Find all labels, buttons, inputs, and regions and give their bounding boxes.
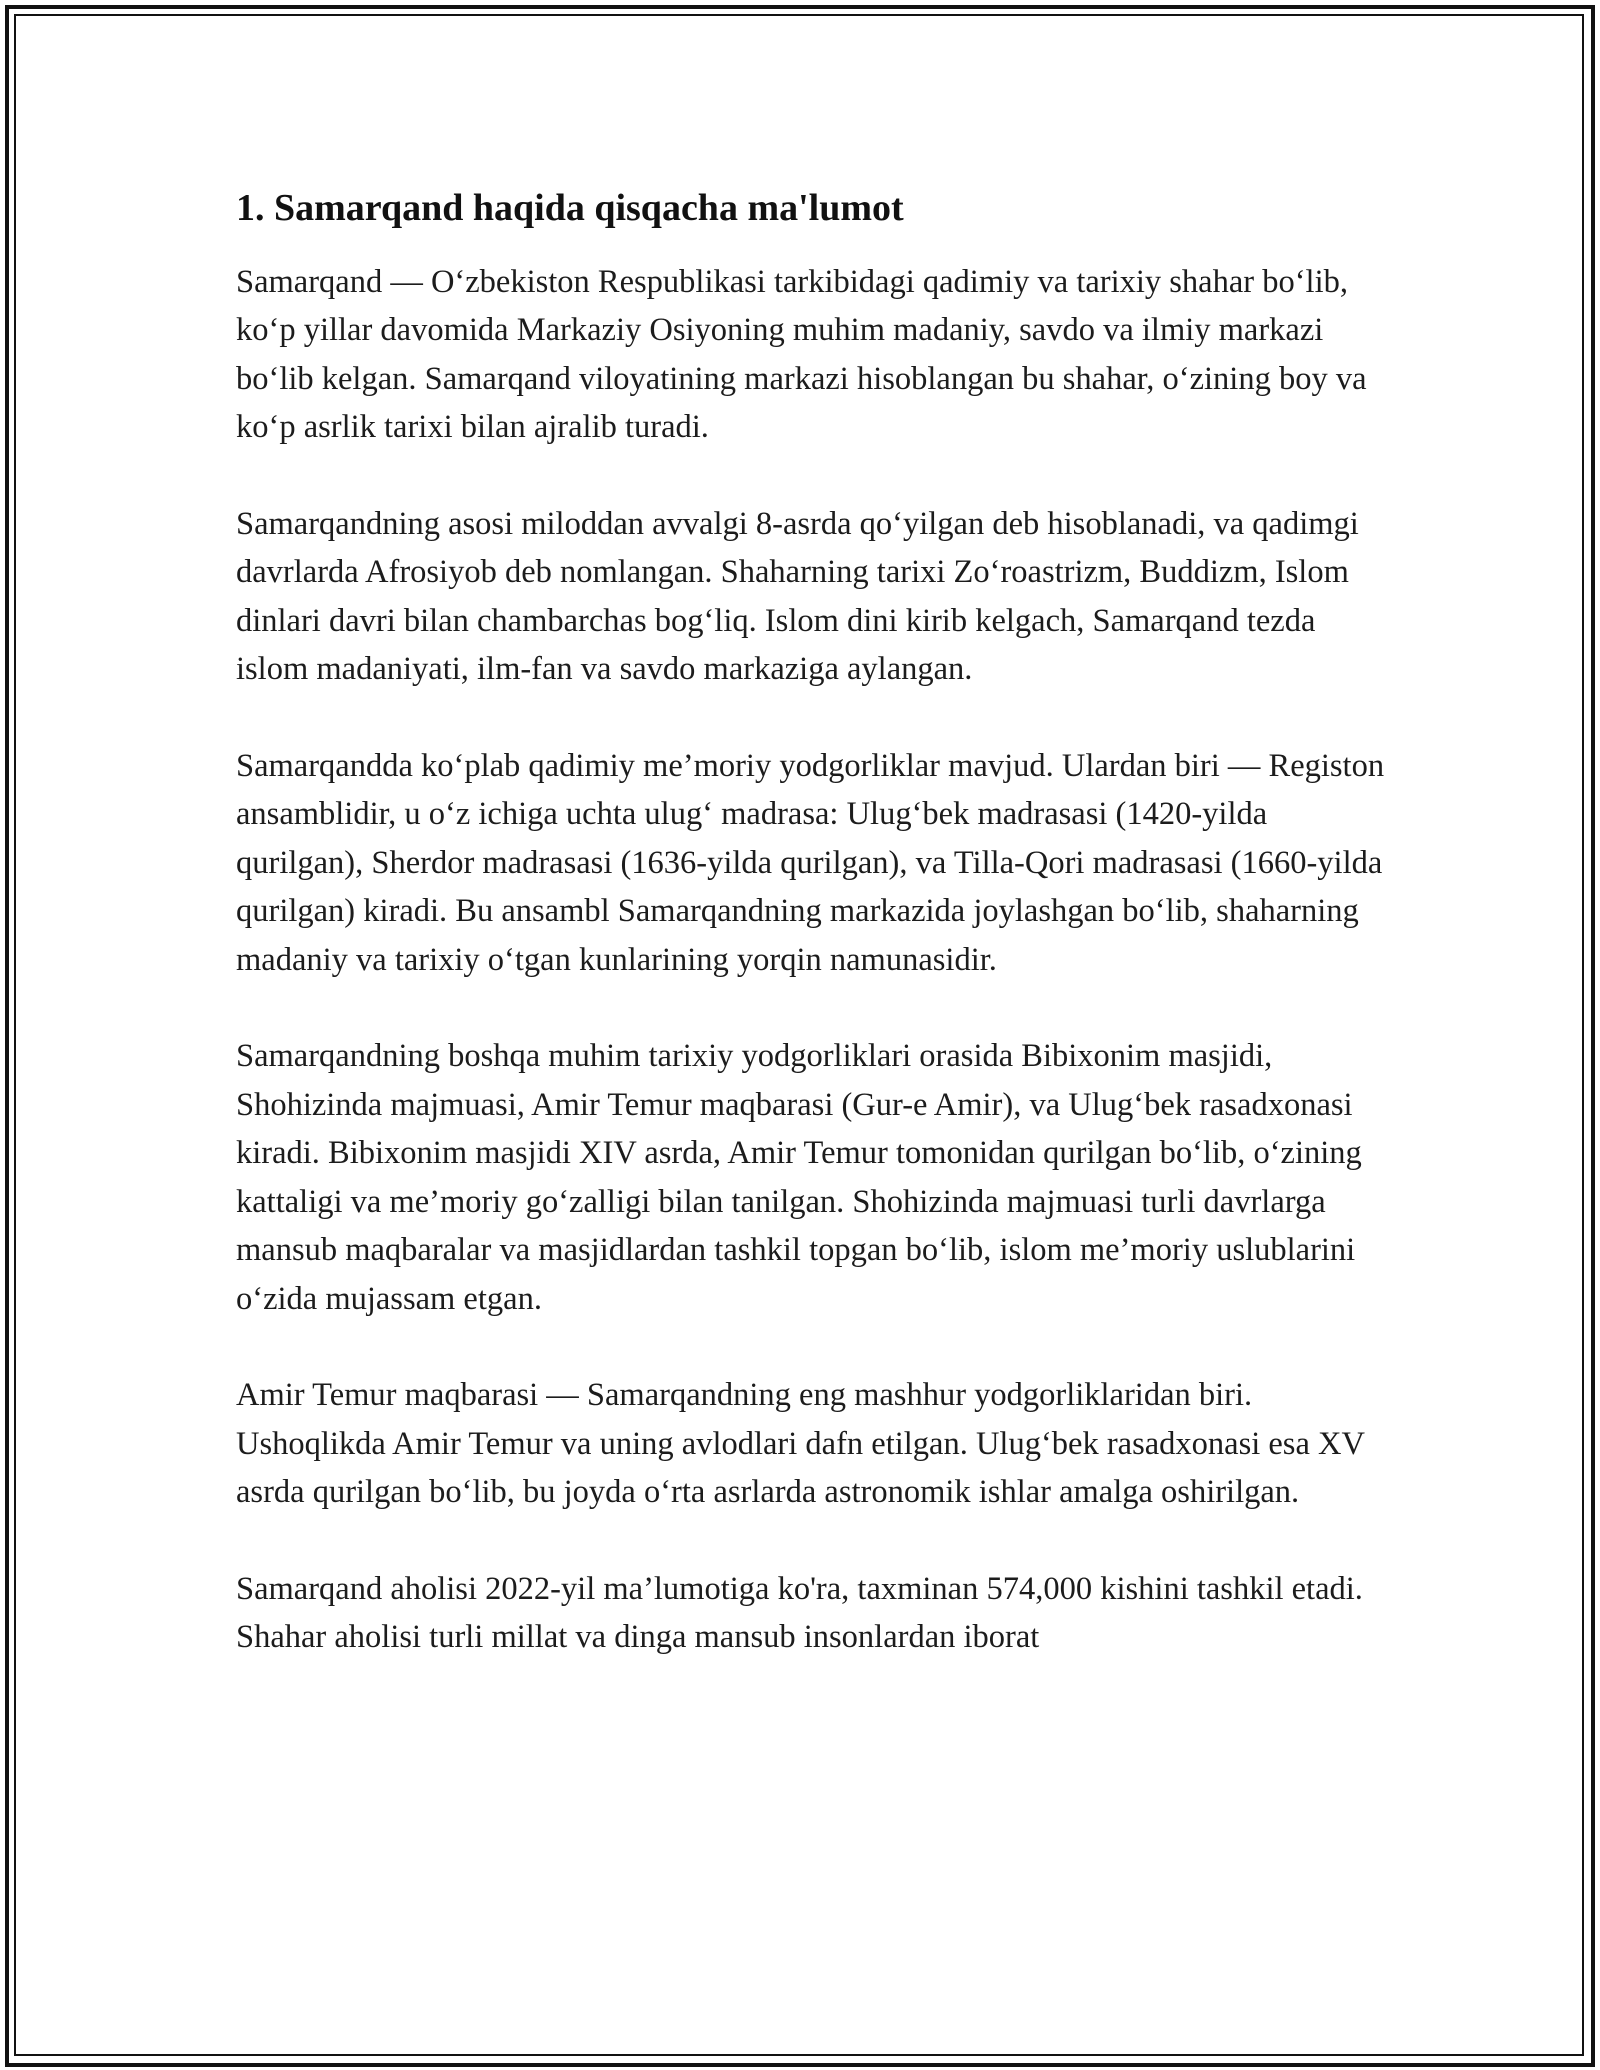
document-body	[236, 186, 1386, 1710]
paragraph-history: Samarqandning asosi miloddan avvalgi 8-asrda qo‘yilgan deb hisoblanadi, va qadimgi davrlarda Afrosiyob deb nomlangan. Shaharning tarixi Zo‘roastrizm, Buddizm, Islom dinlari davri bilan chambarchas bog‘liq. Islom dini kirib kelgach, Samarqand tezda islom madaniyati, ilm-fan va savdo markaziga aylangan.	[236, 505, 1359, 688]
paragraph-population: Samarqand aholisi 2022-yil ma’lumotiga ko'ra, taxminan 574,000 kishini tashkil etadi. Shahar aholisi turli millat va dinga mansub insonlardan iborat	[236, 1570, 1363, 1656]
paragraph-intro: Samarqand — O‘zbekiston Respublikasi tarkibidagi qadimiy va tarixiy shahar bo‘lib, ko‘p yillar davomida Markaziy Osiyoning muhim madaniy, savdo va ilmiy markazi bo‘lib kelgan. Samarqand viloyatining markazi hisoblangan bu shahar, o‘zining boy va ko‘p asrlik tarixi bilan ajralib turadi.	[236, 263, 1367, 446]
paragraph-monuments: Samarqandning boshqa muhim tarixiy yodgorliklari orasida Bibixonim masjidi, Shohizinda majmuasi, Amir Temur maqbarasi (Gur-e Amir), va Ulug‘bek rasadxonasi kiradi. Bibixonim masjidi XIV asrda, Amir Temur tomonidan qurilgan bo‘lib, o‘zining kattaligi va me’moriy go‘zalligi bilan tanilgan. Shohizinda majmuasi turli davrlarga mansub maqbaralar va masjidlardan tashkil topgan bo‘lib, islom me’moriy uslublarini o‘zida mujassam etgan.	[236, 1038, 1362, 1317]
section-heading: 1. Samarqand haqida qisqacha ma'lumot	[236, 187, 904, 229]
paragraph-amir-temur: Amir Temur maqbarasi — Samarqandning eng mashhur yodgorliklaridan biri. Ushoqlikda Amir Temur va uning avlodlari dafn etilgan. Ulug‘bek rasadxonasi esa XV asrda qurilgan bo‘lib, bu joyda o‘rta asrlarda astronomik ishlar amalga oshirilgan.	[236, 1377, 1365, 1511]
paragraph-registan: Samarqandda ko‘plab qadimiy me’moriy yodgorliklar mavjud. Ulardan biri — Registon ansamblidir, u o‘z ichiga uchta ulug‘ madrasa: Ulug‘bek madrasasi (1420-yilda qurilgan), Sherdor madrasasi (1636-yilda qurilgan), va Tilla-Qori madrasasi (1660-yilda qurilgan) kiradi. Bu ansambl Samarqandning markazida joylashgan bo‘lib, shaharning madaniy va tarixiy o‘tgan kunlarining yorqin namunasidir.	[236, 747, 1385, 978]
